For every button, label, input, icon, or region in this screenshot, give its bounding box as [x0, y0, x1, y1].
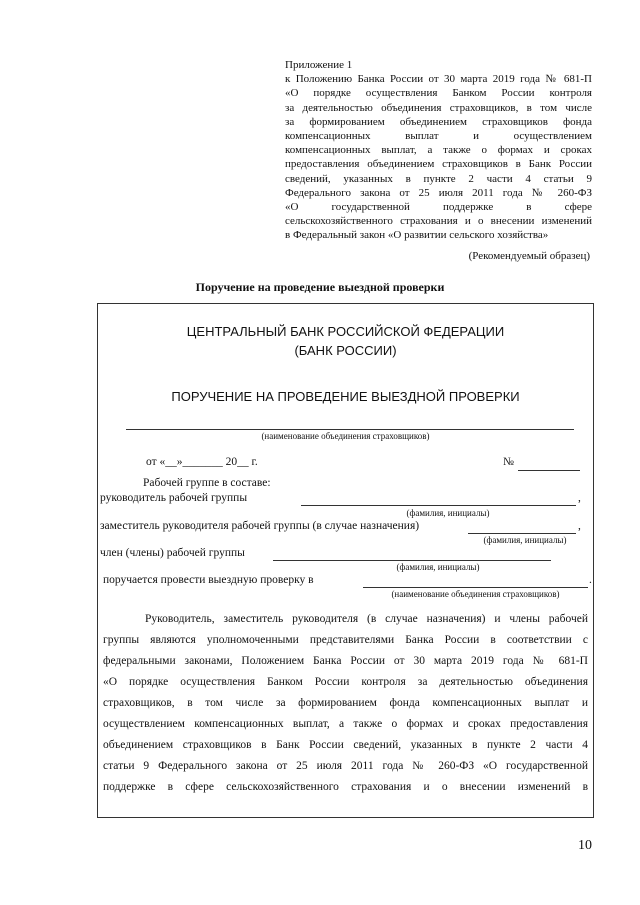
paragraph-line: осуществлением компенсационных выплат, а также о формах и сроках предоставления: [103, 718, 588, 730]
number-label: №: [503, 456, 514, 468]
form-title: ПОРУЧЕНИЕ НА ПРОВЕДЕНИЕ ВЫЕЗДНОЙ ПРОВЕРКИ: [171, 389, 520, 404]
page-number: 10: [578, 838, 592, 853]
bank-name-line2: (БАНК РОССИИ): [294, 343, 397, 358]
deputy-caption: (фамилия, инициалы): [483, 535, 567, 545]
appendix-line: «О порядке осуществления Банком России контроля: [285, 87, 592, 100]
insurer-name-line: [126, 429, 574, 430]
deputy-line: [468, 533, 576, 534]
paragraph-line: объединением страховщиков в Банк России сведений, указанных в пункте 2 части 4: [103, 739, 588, 751]
member-line: [273, 560, 551, 561]
appendix-line: компенсационных выплат и осуществлением: [285, 130, 592, 143]
paragraph-line: статьи 9 Федерального закона от 25 июля 2011 года № 260-ФЗ «О государственной: [103, 760, 588, 772]
assignment-label: поручается провести выездную проверку в: [103, 574, 314, 586]
appendix-line: Приложение 1: [285, 59, 353, 71]
appendix-line: к Положению Банка России от 30 марта 2019 года № 681-П: [285, 73, 592, 86]
group-intro: Рабочей группе в составе:: [143, 477, 271, 489]
appendix-line: в Федеральный закон «О развитии сельского хозяйства»: [285, 229, 549, 242]
paragraph-line: группы являются уполномоченными представителями Банка России в соответствии с: [103, 634, 588, 646]
paragraph-line: Руководитель, заместитель руководителя (в случае назначения) и члены рабочей: [145, 613, 588, 625]
sample-note: (Рекомендуемый образец): [468, 250, 590, 262]
leader-line: [301, 505, 576, 506]
member-label: член (члены) рабочей группы: [100, 547, 245, 559]
paragraph-line: страховщиков, в том числе за формированием фонда компенсационных выплат и: [103, 697, 588, 709]
appendix-line: за формированием объединением страховщиков фонда: [285, 115, 592, 128]
appendix-line: Федерального закона от 25 июля 2011 года № 260-ФЗ: [285, 186, 592, 199]
member-caption: (фамилия, инициалы): [396, 562, 480, 572]
insurer-caption: (наименование объединения страховщиков): [261, 431, 430, 441]
bank-name-line1: ЦЕНТРАЛЬНЫЙ БАНК РОССИЙСКОЙ ФЕДЕРАЦИИ: [186, 324, 505, 339]
order-form-frame: ЦЕНТРАЛЬНЫЙ БАНК РОССИЙСКОЙ ФЕДЕРАЦИИ (БАНК РОССИИ) ПОРУЧЕНИЕ НА ПРОВЕДЕНИЕ ВЫЕЗДНОЙ ПРОВЕРКИ (наименование объединения страховщиков) от «__»_______ 20__ г. № Рабочей группе в составе: руководитель рабочей группы , (фамилия, инициалы) заместитель руководителя рабочей группы (в случае назначения) , (фамилия, инициалы) член (члены) рабочей группы (фамилия, инициалы) поручается провести выездную проверку в . (наименование объединения страховщиков) Руководитель, заместитель руководителя (в случае назначения) и члены рабочей группы являются уполномоченными представителями Банка России в соответствии с федеральными законами, Положением Банка России от 30 марта 2019 года № 681-П «О порядке осуществления Банком России контроля за деятельностью объединения страховщиков, в том числе за формированием фонда компенсационных выплат и осуществлением компенсационных выплат, а также о формах и сроках предоставления объединением страховщиков в Банк России сведений, указанных в пункте 2 части 4 статьи 9 Федерального закона от 25 июля 2011 года № 260-ФЗ «О государственной поддержке в сфере сельскохозяйственного страхования и о внесении изменений в: [97, 303, 594, 818]
appendix-line: за деятельностью объединения страховщиков, в том числе: [285, 101, 592, 114]
appendix-line: «О государственной поддержке в сфере: [285, 201, 592, 214]
paragraph-line: «О порядке осуществления Банком России контроля за деятельностью объединения: [103, 676, 588, 688]
assignment-caption: (наименование объединения страховщиков): [391, 589, 560, 599]
appendix-line: сельскохозяйственного страхования и о внесении изменений: [285, 215, 592, 228]
appendix-header: [285, 58, 592, 243]
authority-paragraph: [103, 609, 588, 798]
deputy-label: заместитель руководителя рабочей группы (в случае назначения): [100, 520, 420, 532]
appendix-line: предоставления объединением страховщиков в Банк России: [285, 158, 592, 171]
assignment-line: [363, 587, 588, 588]
date-line: от «__»_______ 20__ г.: [146, 456, 258, 468]
leader-caption: (фамилия, инициалы): [406, 508, 490, 518]
paragraph-line: поддержке в сфере сельскохозяйственного страхования и о внесении изменений в: [103, 781, 588, 793]
document-title: Поручение на проведение выездной проверки: [195, 280, 445, 294]
appendix-line: сведений, указанных в пункте 2 части 4 статьи 9: [285, 172, 592, 185]
appendix-line: компенсационных выплат, а также о формах и сроках: [285, 144, 592, 157]
leader-label: руководитель рабочей группы: [100, 492, 248, 504]
paragraph-line: федеральными законами, Положением Банка России от 30 марта 2019 года № 681-П: [103, 655, 588, 667]
number-line: [518, 470, 580, 471]
